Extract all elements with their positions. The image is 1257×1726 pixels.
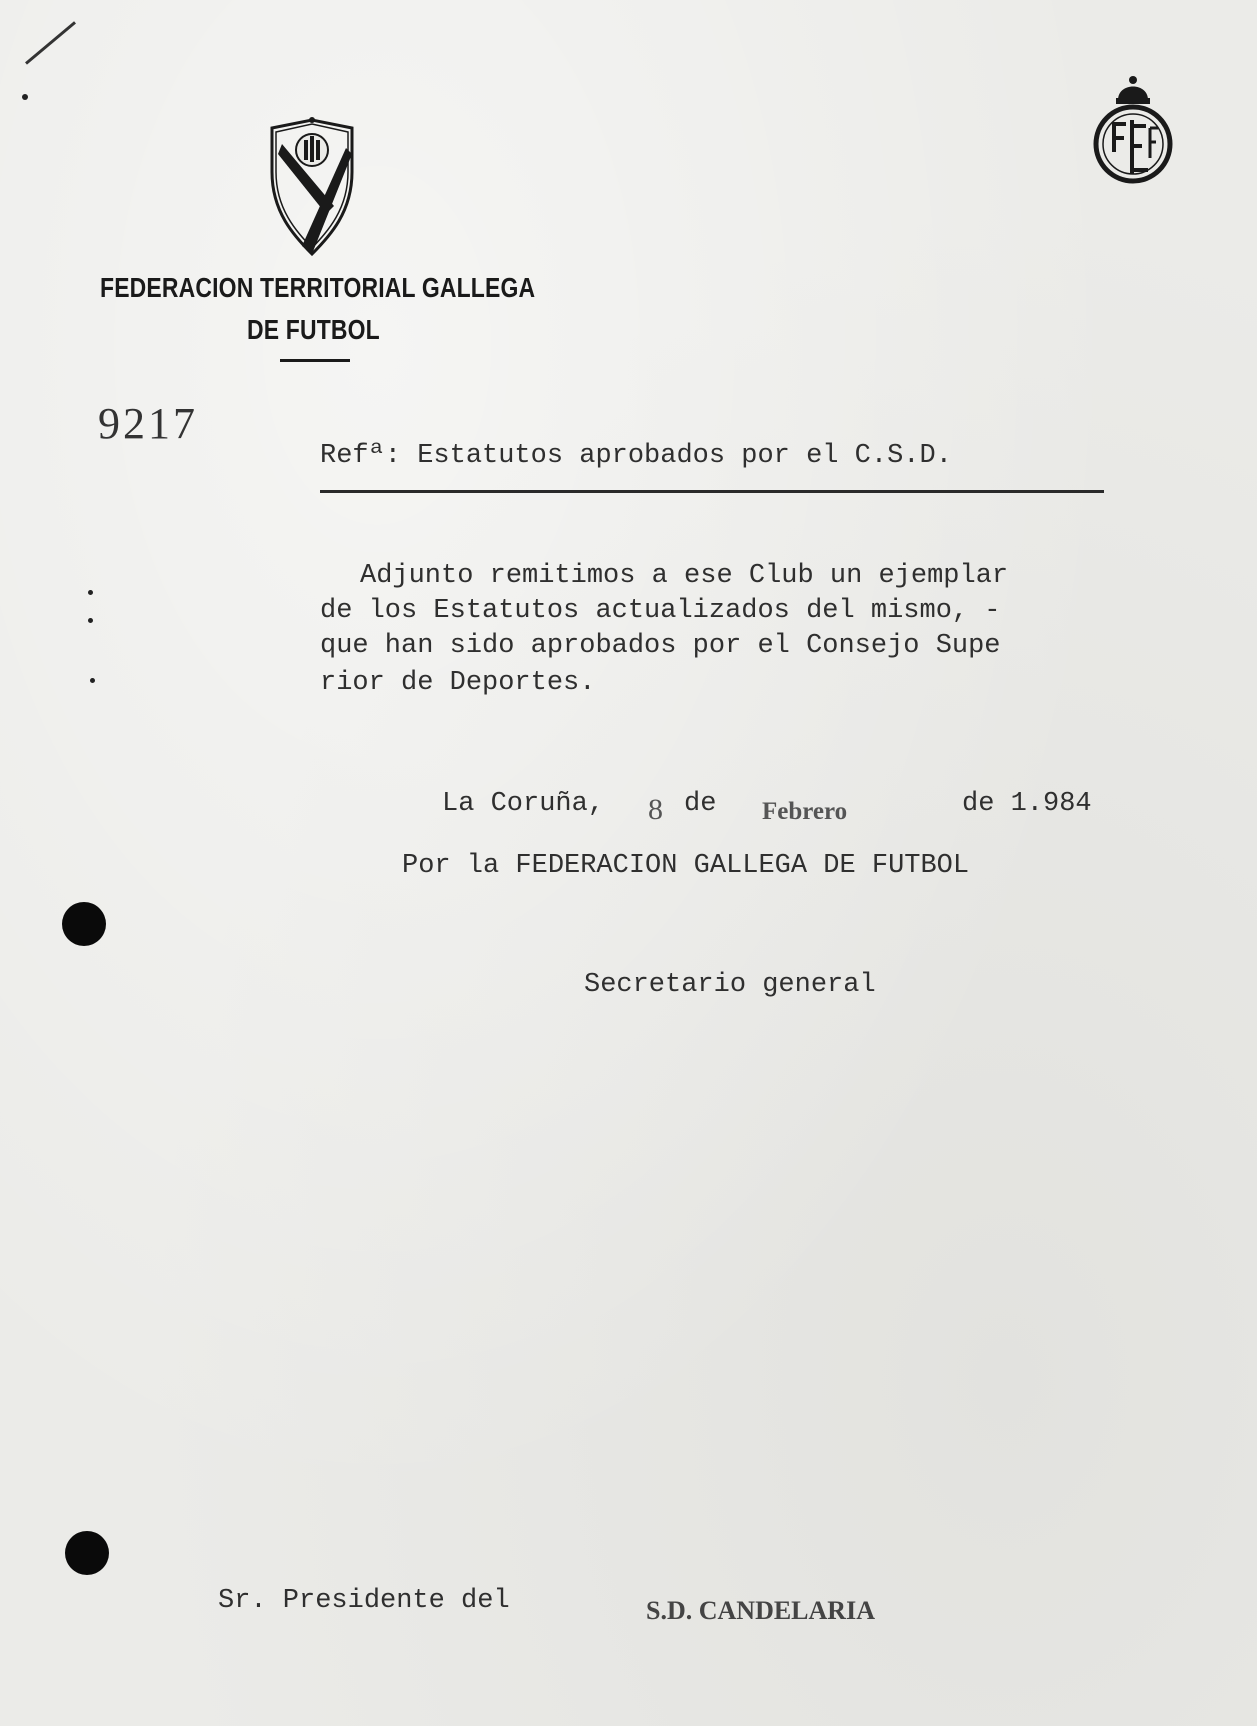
body-line: Adjunto remitimos a ese Club un ejemplar	[360, 561, 1009, 591]
body-line: que han sido aprobados por el Consejo Supe	[320, 631, 1001, 661]
signature-title: Secretario general	[584, 970, 876, 1000]
addressee-club: S.D. CANDELARIA	[646, 1596, 875, 1625]
federation-name-line2: DE FUTBOL	[247, 314, 380, 345]
pen-mark	[25, 21, 76, 64]
body-line: de los Estatutos actualizados del mismo, -	[320, 596, 1001, 626]
punch-hole	[65, 1531, 109, 1575]
ink-speck	[22, 94, 28, 100]
galician-federation-crest-icon	[268, 114, 356, 258]
reference-line: Refª: Estatutos aprobados por el C.S.D.	[320, 441, 952, 471]
federation-name-line1: FEDERACION TERRITORIAL GALLEGA	[100, 272, 536, 303]
ink-speck	[88, 618, 93, 623]
addressee-prefix: Sr. Presidente del	[218, 1586, 510, 1616]
date-year: de 1.984	[962, 789, 1092, 819]
reference-underline	[320, 490, 1104, 493]
rfef-crest-icon	[1092, 74, 1174, 188]
registry-number: 9217	[98, 399, 198, 448]
date-place: La Coruña,	[442, 789, 605, 819]
ink-speck	[88, 590, 93, 595]
body-line: rior de Deportes.	[320, 668, 596, 698]
date-day: 8	[648, 793, 663, 826]
signature-organization: Por la FEDERACION GALLEGA DE FUTBOL	[402, 851, 970, 881]
punch-hole	[62, 902, 106, 946]
date-month: Febrero	[762, 798, 848, 825]
ink-speck	[90, 678, 95, 683]
date-de: de	[684, 789, 717, 819]
letterhead-divider	[280, 359, 350, 362]
